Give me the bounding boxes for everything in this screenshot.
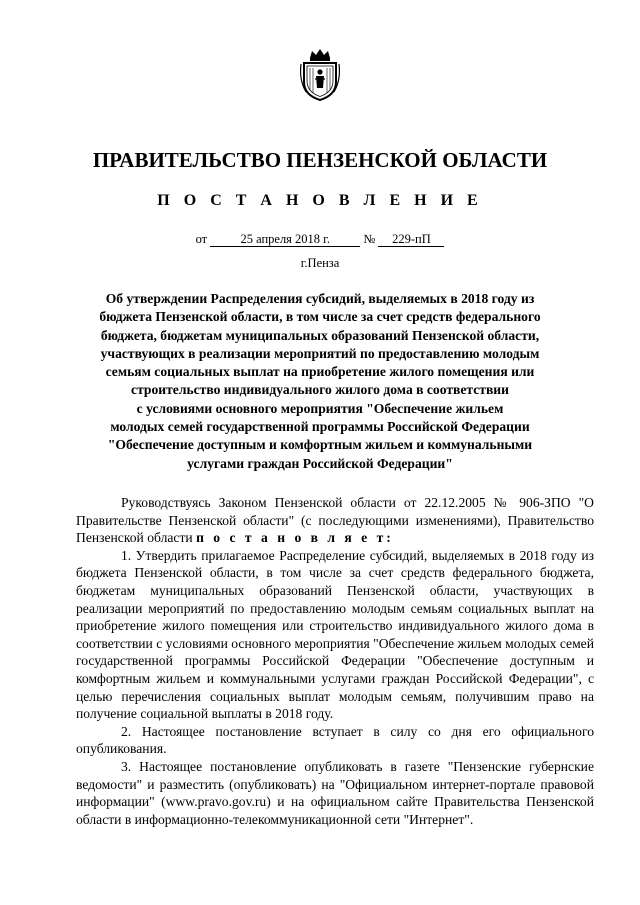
heading-line: бюджета, бюджетам муниципальных образований Пензенской области, <box>100 327 540 343</box>
city: г.Пенза <box>300 256 340 270</box>
preamble-paragraph <box>76 494 594 547</box>
heading-line: участвующих в реализации мероприятий по предоставлению молодым <box>100 345 540 361</box>
clause-2: 2. Настоящее постановление вступает в силу со дня его официального опубликования. <box>76 723 594 757</box>
resolves-word: п о с т а н о в л я е т: <box>196 530 394 546</box>
document-heading <box>90 290 550 473</box>
heading-line: Об утверждении Распределения субсидий, выделяемых в 2018 году из <box>105 291 535 306</box>
date-number-line <box>0 232 640 247</box>
heading-line: услугами граждан Российской Федерации" <box>187 455 453 471</box>
document-body <box>76 494 594 828</box>
heading-line: молодых семей государственной программы Российской Федерации <box>110 419 530 435</box>
heading-line: с условиями основного мероприятия "Обеспечение жильем <box>136 400 504 416</box>
number-sign: № <box>363 232 376 246</box>
heading-line: строительство индивидуального жилого дома в соответствии <box>131 382 509 398</box>
heading-line: семьям социальных выплат на приобретение жилого помещения или <box>105 364 535 380</box>
preamble-text: Руководствуясь Законом Пензенской области от 22.12.2005 № 906-ЗПО "О Правительстве Пензенской области" (с последующими изменениями), Правительство Пензенской области <box>76 495 594 546</box>
heading-line: "Обеспечение доступным и комфортным жильем и коммунальными <box>107 437 533 453</box>
heading-line: бюджета Пензенской области, в том числе за счет средств федерального <box>99 309 541 325</box>
document-number: 229-пП <box>378 233 444 247</box>
clause-3: 3. Настоящее постановление опубликовать в газете "Пензенские губернские ведомости" и разместить (опубликовать) на "Официальном интернет-портале правовой информации" (www.pravo.gov.ru) и на официальном сайте Правительства Пензенской области в информационно-телекоммуникационной сети "Интернет". <box>76 758 594 827</box>
government-title: ПРАВИТЕЛЬСТВО ПЕНЗЕНСКОЙ ОБЛАСТИ <box>92 148 548 172</box>
date-prefix: от <box>195 232 208 246</box>
document-type: П О С Т А Н О В Л Е Н И Е <box>157 192 483 209</box>
penza-region-coat-of-arms-icon <box>298 48 342 102</box>
document-date: 25 апреля 2018 г. <box>210 233 360 247</box>
clause-1: 1. Утвердить прилагаемое Распределение субсидий, выделяемых в 2018 году из бюджета Пензенской области, в том числе за счет средств федерального бюджета, бюджетам муниципальных образований Пензенской области, участвующих в реализации мероприятий по предоставлению молодым семьям социальных выплат на приобретение жилого помещения или строительство индивидуального жилого дома в соответствии с условиями основного мероприятия "Обеспечение жильем молодых семей государственной программы Российской Федерации "Обеспечение доступным и комфортным жильем и коммунальными услугами граждан Российской Федерации", с целью перечисления социальных выплат молодым семьям, получившим право на получение социальной выплаты в 2018 году. <box>76 547 594 722</box>
